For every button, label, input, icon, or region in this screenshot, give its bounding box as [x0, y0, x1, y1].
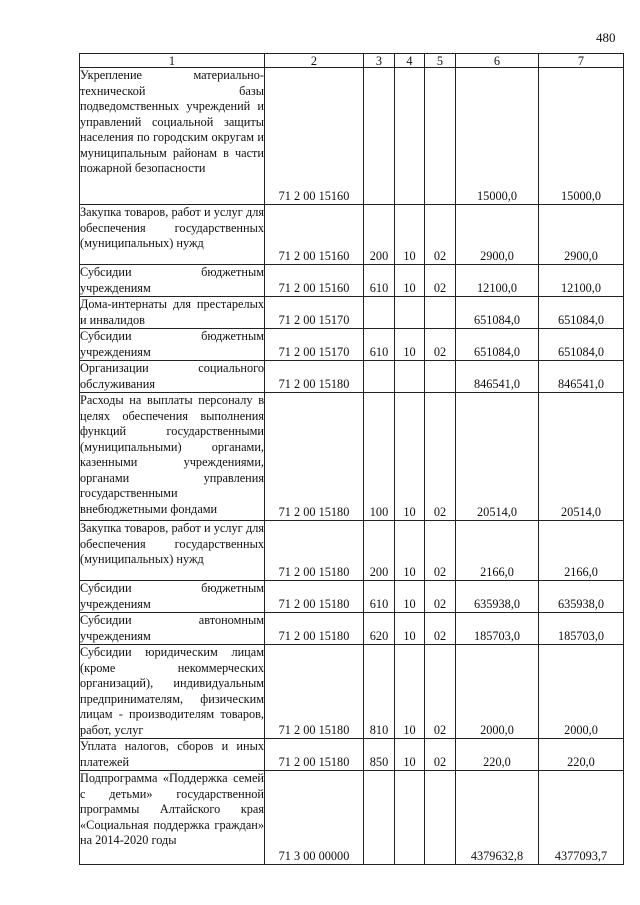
row-kvr-cell: 610	[364, 329, 395, 361]
row-subsection-cell	[425, 361, 456, 393]
row-amount-2016-cell: 15000,0	[456, 68, 539, 205]
row-amount-2017-cell: 2166,0	[539, 521, 624, 581]
row-kvr-cell: 810	[364, 645, 395, 739]
row-amount-2017-cell: 846541,0	[539, 361, 624, 393]
row-amount-2017-cell: 651084,0	[539, 297, 624, 329]
header-row	[80, 54, 624, 68]
row-amount-2017-cell: 220,0	[539, 739, 624, 771]
row-section-cell: 10	[395, 393, 425, 521]
row-subsection-cell: 02	[425, 521, 456, 581]
column-header: 4	[395, 54, 425, 68]
row-kvr-cell	[364, 361, 395, 393]
row-section-cell	[395, 361, 425, 393]
row-amount-2017-cell: 4377093,7	[539, 771, 624, 865]
column-header: 1	[80, 54, 265, 68]
row-kvr-cell	[364, 297, 395, 329]
row-amount-2016-cell: 220,0	[456, 739, 539, 771]
row-code-cell: 71 2 00 15170	[265, 329, 364, 361]
table-row	[80, 739, 624, 771]
row-amount-2016-cell: 2166,0	[456, 521, 539, 581]
row-code-cell: 71 2 00 15180	[265, 645, 364, 739]
row-section-cell: 10	[395, 613, 425, 645]
row-kvr-cell: 100	[364, 393, 395, 521]
column-header: 7	[539, 54, 624, 68]
row-amount-2016-cell: 651084,0	[456, 329, 539, 361]
row-subsection-cell: 02	[425, 645, 456, 739]
row-section-cell	[395, 68, 425, 205]
table-row	[80, 329, 624, 361]
row-section-cell: 10	[395, 581, 425, 613]
row-code-cell: 71 3 00 00000	[265, 771, 364, 865]
row-code-cell: 71 2 00 15160	[265, 265, 364, 297]
row-subsection-cell	[425, 68, 456, 205]
row-section-cell: 10	[395, 739, 425, 771]
row-subsection-cell	[425, 297, 456, 329]
row-kvr-cell	[364, 771, 395, 865]
row-section-cell: 10	[395, 329, 425, 361]
column-header: 2	[265, 54, 364, 68]
row-amount-2017-cell: 2000,0	[539, 645, 624, 739]
row-amount-2016-cell: 20514,0	[456, 393, 539, 521]
row-subsection-cell: 02	[425, 265, 456, 297]
row-subsection-cell: 02	[425, 613, 456, 645]
row-kvr-cell: 610	[364, 265, 395, 297]
row-amount-2016-cell: 4379632,8	[456, 771, 539, 865]
row-kvr-cell: 200	[364, 521, 395, 581]
row-amount-2016-cell: 651084,0	[456, 297, 539, 329]
row-name-cell: Уплата налогов, сборов и иных платежей	[80, 739, 264, 769]
row-amount-2016-cell: 2900,0	[456, 205, 539, 265]
row-code-cell: 71 2 00 15180	[265, 581, 364, 613]
row-subsection-cell: 02	[425, 393, 456, 521]
row-code-cell: 71 2 00 15180	[265, 521, 364, 581]
column-header: 6	[456, 54, 539, 68]
row-subsection-cell: 02	[425, 739, 456, 771]
table-row	[80, 645, 624, 739]
row-name-cell: Организации социального обслуживания	[80, 361, 264, 391]
row-kvr-cell: 620	[364, 613, 395, 645]
row-kvr-cell	[364, 68, 395, 205]
budget-table	[79, 53, 624, 865]
row-kvr-cell: 610	[364, 581, 395, 613]
row-section-cell: 10	[395, 205, 425, 265]
row-subsection-cell: 02	[425, 205, 456, 265]
row-code-cell: 71 2 00 15180	[265, 393, 364, 521]
row-name-cell: Дома-интернаты для престарелых и инвалидов	[80, 297, 264, 327]
row-section-cell: 10	[395, 645, 425, 739]
column-header: 3	[364, 54, 395, 68]
row-section-cell	[395, 771, 425, 865]
row-name-cell: Закупка товаров, работ и услуг для обеспечения государственных (муниципальных) нужд	[80, 521, 265, 581]
row-code-cell: 71 2 00 15160	[265, 205, 364, 265]
row-amount-2016-cell: 185703,0	[456, 613, 539, 645]
table-row	[80, 68, 624, 205]
row-section-cell: 10	[395, 521, 425, 581]
row-amount-2017-cell: 635938,0	[539, 581, 624, 613]
row-amount-2016-cell: 2000,0	[456, 645, 539, 739]
row-amount-2017-cell: 651084,0	[539, 329, 624, 361]
row-section-cell	[395, 297, 425, 329]
row-amount-2017-cell: 185703,0	[539, 613, 624, 645]
row-name-cell: Субсидии бюджетным учреждениям	[80, 265, 264, 295]
row-name-cell: Субсидии бюджетным учреждениям	[80, 581, 264, 611]
table-row	[80, 361, 624, 393]
column-header: 5	[425, 54, 456, 68]
row-subsection-cell: 02	[425, 329, 456, 361]
table-row	[80, 393, 624, 521]
table-row	[80, 613, 624, 645]
table-row	[80, 581, 624, 613]
row-amount-2016-cell: 635938,0	[456, 581, 539, 613]
row-code-cell: 71 2 00 15180	[265, 361, 364, 393]
row-subsection-cell: 02	[425, 581, 456, 613]
table-row	[80, 521, 624, 581]
row-section-cell: 10	[395, 265, 425, 297]
row-name-cell: Субсидии автономным учреждениям	[80, 613, 264, 643]
row-kvr-cell: 850	[364, 739, 395, 771]
row-kvr-cell: 200	[364, 205, 395, 265]
row-amount-2017-cell: 15000,0	[539, 68, 624, 205]
row-code-cell: 71 2 00 15180	[265, 613, 364, 645]
row-amount-2016-cell: 12100,0	[456, 265, 539, 297]
row-name-cell: Расходы на выплаты персоналу в целях обеспечения выполнения функций государственными (муниципальными) органами, казенными учреждениями, органами управления государственными внебюджетными фондами	[80, 393, 265, 521]
row-code-cell: 71 2 00 15160	[265, 68, 364, 205]
row-code-cell: 71 2 00 15170	[265, 297, 364, 329]
table-row	[80, 297, 624, 329]
row-code-cell: 71 2 00 15180	[265, 739, 364, 771]
row-amount-2016-cell: 846541,0	[456, 361, 539, 393]
row-name-cell: Подпрограмма «Поддержка семей с детьми» государственной программы Алтайского края «Социальная поддержка граждан» на 2014-2020 годы	[80, 771, 265, 865]
row-name-cell: Субсидии юридическим лицам (кроме некоммерческих организаций), индивидуальным предпринимателям, физическим лицам - производителям товаров, работ, услуг	[80, 645, 264, 737]
row-name-cell: Субсидии бюджетным учреждениям	[80, 329, 264, 359]
row-name-cell: Укрепление материально-технической базы подведомственных учреждений и управлений социальной защиты населения по городским округам и муниципальным районам в части пожарной безопасности	[80, 68, 265, 205]
row-amount-2017-cell: 20514,0	[539, 393, 624, 521]
table-row	[80, 771, 624, 865]
row-amount-2017-cell: 2900,0	[539, 205, 624, 265]
table-row	[80, 205, 624, 265]
table-row	[80, 265, 624, 297]
row-name-cell: Закупка товаров, работ и услуг для обеспечения государственных (муниципальных) нужд	[80, 205, 265, 265]
page-number: 480	[596, 30, 616, 45]
row-amount-2017-cell: 12100,0	[539, 265, 624, 297]
row-subsection-cell	[425, 771, 456, 865]
